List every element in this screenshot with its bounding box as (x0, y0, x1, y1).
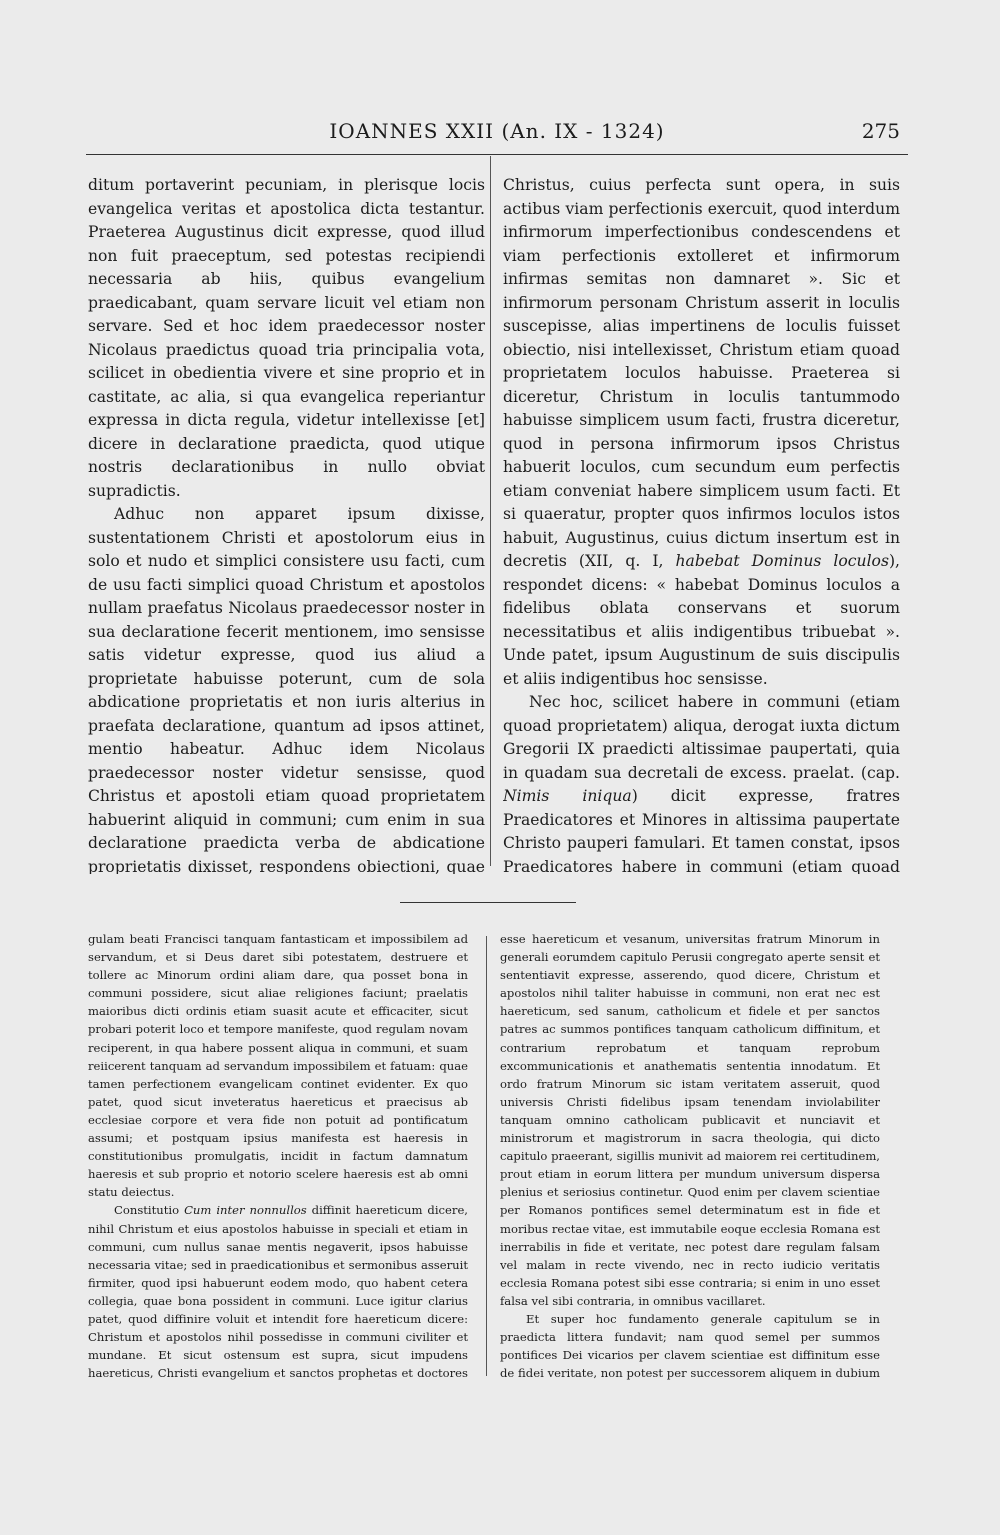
page-header (86, 118, 908, 152)
footnote-column-divider (486, 936, 487, 1376)
header-rule (86, 154, 908, 155)
main-left-paragraph-1: ditum portaverint pecuniam, in plerisque locis evangelica veritas et apostolica dicta testantur. Praeterea Augustinus dicit expresse, quod illud non fuit praeceptum, sed potestas recipiendi necessaria ab hiis, quibus evangelium praedicabant, quam servare licuit vel etiam non servare. Sed et hoc idem praedecessor noster Nicolaus praedictus quoad tria principalia vota, scilicet in obedientia vivere et sine proprio et in castitate, ac alia, si qua evangelica reperiantur expressa in dicta regula, videtur intellexisse [et] dicere in declaratione praedicta, quod utique nostris declarationibus in nullo obviat supradictis. (88, 176, 485, 500)
footnote-left-column (88, 930, 468, 1382)
note-right-paragraph-2: Et super hoc fundamento generale capitulum se in praedicta littera fundavit; nam quod semel per summos pontifices Dei vicarios per clavem scientiae est diffinitum esse de fidei veritate, non potest per successorem aliquem in dubium (500, 1311, 880, 1381)
main-right-paragraph-1 (503, 174, 900, 691)
main-left-paragraph-2: Adhuc non apparet ipsum dixisse, sustentationem Christi et apostolorum eius in solo et nudo et simplici consistere usu facti, cum de usu facti simplici quoad Christum et apostolos nullam praefatus Nicolaus praedecessor noster in sua declaratione fecerit mentionem, imo sensisse satis videtur expresse, quod ius aliud a proprietate habuisse poterunt, cum de sola abdicatione proprietatis et non iuris alterius in praefata declaratione, quantum ad ipsos attinet, mentio habeatur. Adhuc idem Nicolaus praedecessor noster videtur sensisse, quod Christus et apostoli etiam quoad proprietatem habuerint aliquid in communi; cum enim in sua declaratione praedicta verba de abdicatione proprietatis dixisset, respondens obiectioni, quae (88, 505, 485, 874)
note-left-p2-italic: Cum inter nonnullos (184, 1203, 307, 1218)
page-number: 275 (861, 119, 900, 143)
main-right-p2-text-a: Nec hoc, scilicet habere in communi (etiam quoad proprietatem) aliqua, derogat iuxta dictum Gregorii IX praedicti altissimae paupertati, quia in quadam sua decretali de excess. praelat. (cap. (503, 693, 900, 782)
main-text-left-column (88, 174, 485, 874)
running-head: IOANNES XXII (An. IX - 1324) (329, 119, 665, 143)
main-right-p1-italic: habebat Dominus loculos (675, 552, 889, 570)
main-column-divider (490, 156, 491, 866)
main-text-right-column (503, 174, 900, 874)
footnote-separator-rule (400, 902, 576, 903)
main-right-p2-text-b: ) dicit expresse, fratres Praedicatores et Minores in altissima paupertate Christo pauperi famulari. Et tamen constat, ipsos Praedicatores habere in communi (etiam quoad (503, 787, 900, 874)
main-right-p2-italic: Nimis iniqua (503, 787, 632, 805)
main-right-p1-text-b: ), respondet dicens: « habebat Dominus loculos a fidelibus oblata conservans et suorum necessitatibus et aliis indigentibus tribuebat ». Unde patet, ipsum Augustinum de suis discipulis et aliis indigentibus hoc sensisse. (503, 552, 900, 688)
note-left-paragraph-2 (88, 1201, 468, 1382)
note-left-p2-text-b: diffinit haereticum dicere, nihil Christum et eius apostolos habuisse in speciali et etiam in communi, cum nullus sanae mentis negaverit, ipsos habuisse necessaria vitae; sed in praedicationibus et sermonibus asseruit firmiter, quod ipsi habuerunt eodem modo, quo habent cetera collegia, quae bona possident in communi. Luce igitur clarius patet, quod diffinire voluit et intendit fore haereticum dicere: Christum et apostolos nihil possedisse in communi civiliter et mundane. Et sicut ostensum est supra, sicut impudens haereticus, Christi evangelium et sanctos prophetas et doctores (88, 1203, 468, 1381)
footnote-right-column (500, 930, 880, 1382)
note-right-paragraph-1: esse haereticum et vesanum, universitas fratrum Minorum in generali eorumdem capitulo Perusii congregato aperte sensit et sententiavit expresse, asserendo, quod dicere, Christum et apostolos nihil taliter habuisse in communi, non erat nec est haereticum, sed sanum, catholicum et fidele et per sanctos patres ac summos pontifices tanquam catholicum diffinitum, et contrarium reprobatum et tanquam reprobum excommunicationis et anathematis sententia innodatum. Et ordo fratrum Minorum sic istam veritatem asseruit, quod universis Christi fidelibus ipsam tenendam inviolabiliter tanquam omnino catholicam publicavit et nunciavit et ministrorum et magistrorum in sacra theologia, qui dicto capitulo praeerant, sigillis munivit ad maiorem rei certitudinem, prout etiam in eorum littera per mundum universum dispersa plenius et seriosius continetur. Quod enim per clavem scientiae per Romanos pontifices semel determinatum est in fide et moribus rectae vitae, est immutabile eoque ecclesia Romana est inerrabilis in fide et veritate, nec potest dare regulam falsam vel malam in recte vivendo, nec in recto iudicio veritatis ecclesia Romana potest sibi esse contraria; si enim in uno esset falsa vel sibi contraria, in omnibus vacillaret. (500, 932, 880, 1308)
note-left-paragraph-1: gulam beati Francisci tanquam fantasticam et impossibilem ad servandum, et si Deus daret sibi potestatem, destruere et tollere ac Minorum ordini aliam dare, qua posset bona in communi possidere, sicut aliae religiones faciunt; praelatis maioribus dicti ordinis etiam suasit acute et efficaciter, sicut probari poterit loco et tempore manifeste, quod regulam novam reciperent, in qua habere possent aliqua in communi, et suam reiicerent tanquam ad servandum impossibilem et fatuam: quae tamen perfectionem evangelicam continet evidenter. Ex quo patet, quod sicut inveteratus haereticus et praecisus ab ecclesiae corpore et vera fide non potuit ad pontificatum assumi; et postquam ipsius manifesta est haeresis in constitutionibus promulgatis, incidit in factum damnatum haeresis et sub proprio et notorio scelere haeresis est ab omni statu deiectus. (88, 932, 468, 1200)
main-right-p1-text-a: Christus, cuius perfecta sunt opera, in suis actibus viam perfectionis exercuit, quod interdum infirmorum imperfectionibus condescendens et viam perfectionis extolleret et infirmorum infirmas semitas non damnaret ». Sic et infirmorum personam Christum asserit in loculis suscepisse, alias impertinens de loculis fuisset obiectio, nisi intellexisset, Christum etiam quoad proprietatem loculos habuisse. Praeterea si diceretur, Christum in loculis tantummodo habuisse simplicem usum facti, frustra diceretur, quod in persona infirmorum ipsos Christus habuerit loculos, cum secundum eum perfectis etiam conveniat habere simplicem usum facti. Et si quaeratur, propter quos infirmos loculos istos habuit, Augustinus, cuius dictum insertum est in decretis (XII, q. I, (503, 176, 900, 570)
main-right-paragraph-2 (503, 691, 900, 874)
note-left-p2-text-a: Constitutio (114, 1203, 185, 1218)
